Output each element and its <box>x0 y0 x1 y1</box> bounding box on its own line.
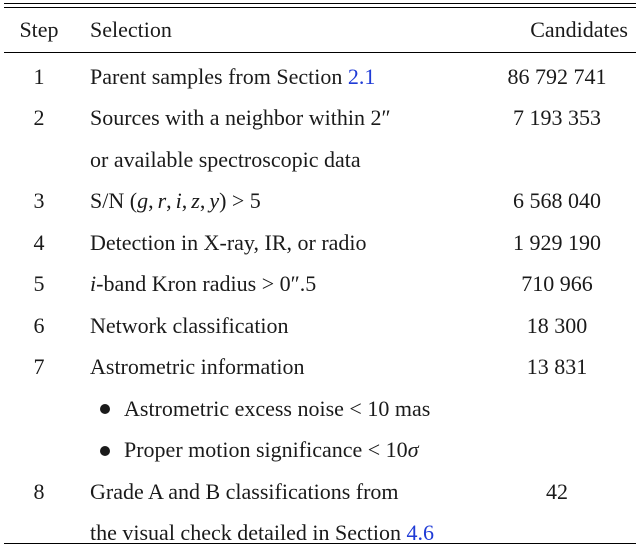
band-label: i <box>176 188 182 213</box>
candidate-count: 86 792 741 <box>478 56 636 98</box>
selection-text-part: -band Kron radius > 0″.5 <box>96 271 316 296</box>
selection-text: Proper motion significance < 10 <box>124 437 408 462</box>
selection-text: Astrometric information <box>74 347 478 389</box>
step-number: 5 <box>4 264 74 306</box>
selection-text <box>74 264 478 306</box>
table-row <box>4 305 636 347</box>
section-link[interactable]: 4.6 <box>406 520 434 545</box>
candidate-count: 6 568 040 <box>478 181 636 223</box>
sigma-symbol: σ <box>408 437 419 462</box>
bullet-icon <box>100 404 110 414</box>
selection-text: Sources with a neighbor within 2″ <box>74 98 478 140</box>
band-label: i <box>90 271 96 296</box>
selection-text-part: Parent samples from Section <box>90 64 348 89</box>
step-number: 4 <box>4 222 74 264</box>
candidate-count: 710 966 <box>478 264 636 306</box>
selection-text: Network classification <box>74 305 478 347</box>
table-row <box>4 347 636 389</box>
band-label: g <box>137 188 148 213</box>
selection-text-part: S/N ( <box>90 188 137 213</box>
header-selection: Selection <box>74 10 478 50</box>
step-number: 8 <box>4 471 74 513</box>
step-number: 3 <box>4 181 74 223</box>
band-label: y <box>209 188 219 213</box>
step-number: 7 <box>4 347 74 389</box>
selection-text-part: the visual check detailed in Section <box>90 520 406 545</box>
table-row <box>4 388 636 430</box>
table-row <box>4 139 636 181</box>
table-row <box>4 222 636 264</box>
bullet-item <box>74 430 478 472</box>
bullet-icon <box>100 446 110 456</box>
table-row <box>4 56 636 98</box>
selection-text <box>74 56 478 98</box>
top-rule <box>4 3 636 4</box>
candidate-count: 42 <box>478 471 636 513</box>
table-row <box>4 98 636 140</box>
selection-text: Detection in X-ray, IR, or radio <box>74 222 478 264</box>
selection-text: Astrometric excess noise < 10 mas <box>124 396 430 421</box>
table-row <box>4 430 636 472</box>
table-header-row <box>4 10 636 50</box>
step-number: 1 <box>4 56 74 98</box>
step-number: 6 <box>4 305 74 347</box>
table-row <box>4 471 636 513</box>
candidate-count: 18 300 <box>478 305 636 347</box>
band-label: r <box>158 188 167 213</box>
selection-table <box>4 10 636 554</box>
step-number: 2 <box>4 98 74 140</box>
selection-text: or available spectroscopic data <box>74 139 478 181</box>
band-label: z <box>191 188 200 213</box>
candidate-count: 7 193 353 <box>478 98 636 140</box>
candidate-count: 13 831 <box>478 347 636 389</box>
header-step: Step <box>4 10 74 50</box>
selection-text: Grade A and B classifications from <box>74 471 478 513</box>
selection-text: S/N (g, r, i, z, y) > 5 <box>74 181 478 223</box>
selection-text-part: ) > 5 <box>219 188 261 213</box>
bullet-item <box>74 388 478 430</box>
header-candidates: Candidates <box>478 10 636 50</box>
table-row <box>4 181 636 223</box>
candidate-count: 1 929 190 <box>478 222 636 264</box>
section-link[interactable]: 2.1 <box>348 64 376 89</box>
table-row <box>4 264 636 306</box>
top-rule-double <box>4 7 636 8</box>
